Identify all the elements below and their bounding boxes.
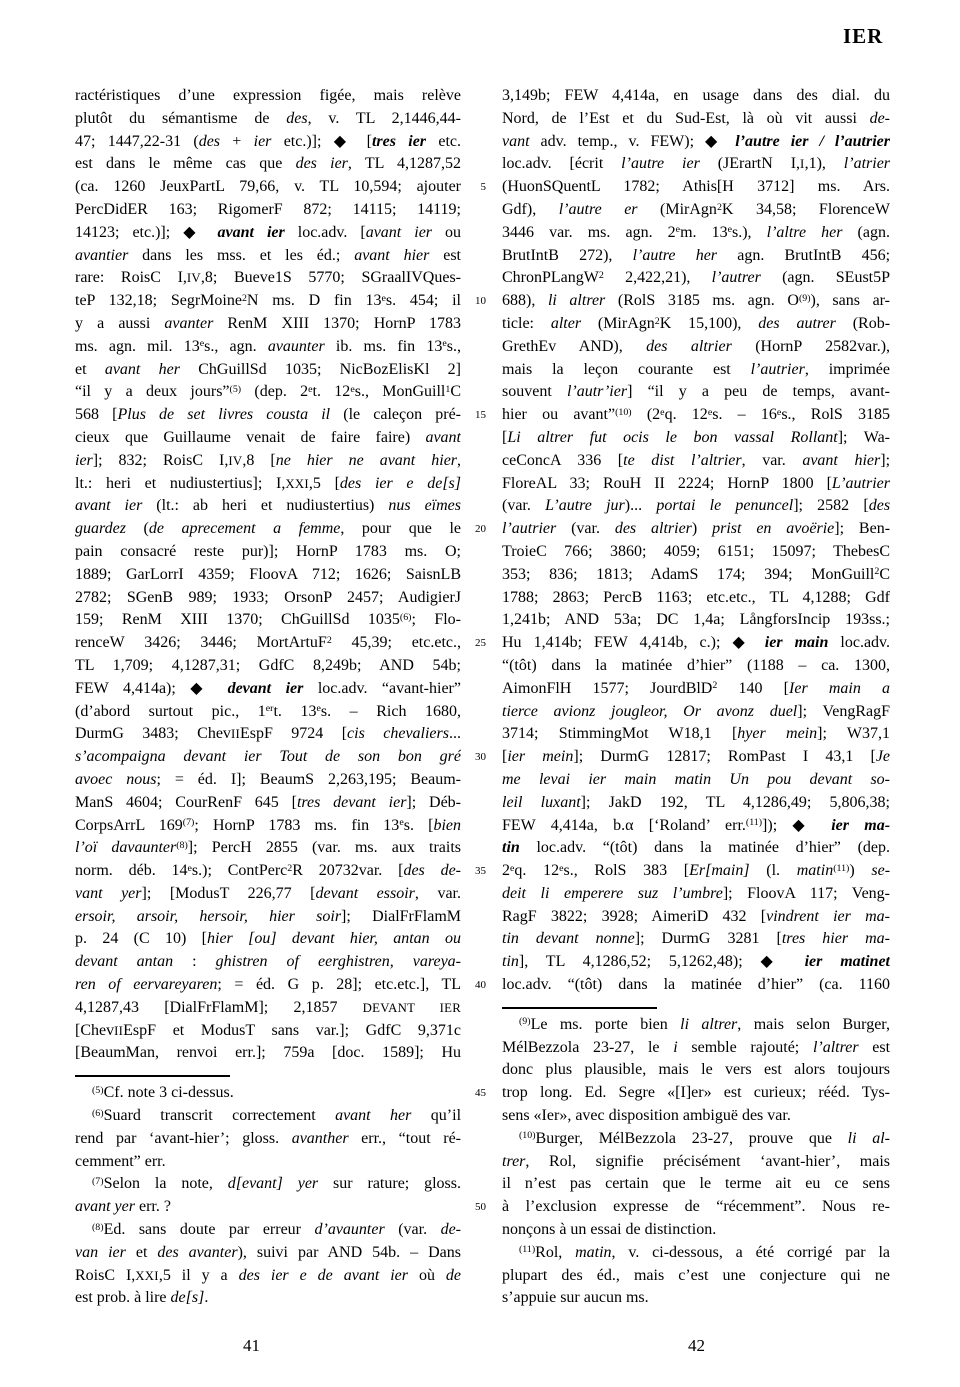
text-line: sens «Ier», avec disposition ambiguë des var. [502,1107,791,1125]
text-line: l’oï davaunter$^{(8)}$]; PercH 2855 (var. ms. aux traits [75,839,461,857]
text-line: $^{(8)}$Ed. sans doute par erreur d’avaunter (var. de- [92,1221,461,1239]
text-line: est prob. à lire de[s]. [75,1289,209,1307]
footnote [75,1082,461,1105]
text-line: [ier mein]; DurmG 12817; RomPast I 43,1 [Je [502,748,890,766]
text-line: tin], TL 4,1286,52; 5,1262,48); ◆ ier matinet [502,953,890,971]
text-line: RagF 3822; 3928; AimeriD 432 [vindrent ier ma- [502,907,890,925]
text-line: pain consacré reste pur)]; HornP 1783 ms. O; [75,542,461,560]
line-number: 25 [475,637,486,649]
text-line: cieux que Guillaume venait de faire faire) avant [75,428,461,446]
text-line: GrethEv AND), des altrier (HornP 2582var.), [502,337,890,355]
text-line: hier ou avant”$^{(10)}$ (2eq. 12es. – 16es., RolS 3185 [502,406,890,424]
text-line: est dans le même cas que des ier, TL 4,1287,52 [75,155,461,173]
text-line: ticle: alter (MirAgn$^2$K 15,100), des autrer (Rob- [502,314,890,332]
text-line: 159; RenM XIII 1370; ChGuillSd 1035$^{(6)}$; Flo- [75,611,461,629]
line-number: 45 [475,1087,486,1099]
text-line: donc plus plausible, mais le vers est alors toujours [502,1061,890,1079]
text-line: rend par ‘avant-hier’; gloss. avanther err., “tout ré- [75,1129,461,1147]
text-line: 3,149b; FEW 4,414a, en usage dans des dial. du [502,87,890,104]
text-line: “il y a deux jours”$^{(5)}$ (dep. 2et. 12es., MonGuill$^1$C [75,383,461,401]
text-line: 568 [Plus de set livres cousta il (le caleçon pré- [75,406,461,424]
text-line: renceW 3426; 3446; MortArtuF$^2$ 45,39; etc.etc., [75,634,461,652]
text-line: s’acompaigna devant ier Tout de son bon gré [75,748,461,766]
text-line: FloreAL 33; RouH II 2224; HornP 1800 [L’autrier [502,474,890,492]
text-line: 3446 var. ms. agn. 2em. 13es.), l’altre her (agn. [502,223,890,241]
text-line: (var. L’autre jur)... portai le penuncel]; 2582 [des [502,497,890,515]
text-line: cemment” err. [75,1152,166,1170]
text-line: lt.: heri et nudiustertius]; I,XXI,5 [des ier e de[s] [75,474,461,492]
text-line: ChronPLangW$^2$ 2,422,21), l’autrer (agn. SEust5P [502,269,890,287]
line-number: 35 [475,865,486,877]
text-line: deit li emperere suz l’umbre]; FloovA 117; Veng- [502,884,890,902]
text-line: ersoir, arsoir, hersoir, hier soir]; DialFrFlamM [75,907,461,925]
text-line: 2eq. 12es., RolS 383 [Er[main] (l. matin$^{(11)}$) se- [502,862,890,880]
entry-paragraph [502,85,890,997]
text-line: vant yer]; [ModusT 226,77 [devant essoir, var. [75,884,461,902]
left-column [75,85,461,1310]
text-line: PercDidER 163; RigomerF 872; 14115; 14119; [75,200,461,218]
text-line: 1788; 2863; PercB 1163; etc.etc., TL 4,1288; Gdf [502,588,890,606]
text-line: $^{(6)}$Suard transcrit correctement avant her qu’il [92,1107,461,1125]
text-line: CorpsArrL 169$^{(7)}$; HornP 1783 ms. fin 13es. [bien [75,816,461,834]
text-line: 353; 836; 1813; AdamS 174; 394; MonGuill$^2$C [502,565,890,583]
text-line: trop long. Ed. Segre «[I]er» est curieux; rééd. Tys- [502,1084,890,1102]
text-line: Hu 1,414b; FEW 4,414b, c.); ◆ ier main loc.adv. [502,634,890,652]
text-line: mais la leçon courante est l’autrier, imprimée [502,360,890,378]
footnote [75,1105,461,1173]
text-line: teP 132,18; SegrMoine$^2$N ms. D fin 13es. 454; il [75,292,461,310]
right-column [502,85,890,1310]
footnote-separator-rule [502,1007,657,1009]
text-line: TroieC 766; 3860; 4059; 6151; 15097; ThebesC [502,542,890,560]
text-line: [ChevIIEspF et ModusT sans var.]; GdfC 9,371c [75,1021,461,1039]
page-number-left: 41 [243,1336,260,1355]
text-line: il n’est pas certain que le terme ait eu ce sens [502,1175,890,1193]
line-number: 40 [475,979,486,991]
text-line: ractéristiques d’une expression figée, mais relève [75,87,461,104]
text-line: [BeaumMan, renvoi err.]; 759a [doc. 1589]; Hu [75,1044,461,1062]
text-line: DurmG 3483; ChevIIEspF 9724 [cis chevaliers... [75,725,461,743]
text-line: avant ier (lt.: ab heri et nudiustertius) nus eïmes [75,497,461,515]
text-line: 688), li altrer (RolS 3185 ms. agn. $O^{(9)}$), sans ar- [502,292,890,310]
text-line: tin loc.adv. “(tôt) dans la matinée d’hier” (dep. [502,839,890,857]
text-line: “(tôt) dans la matinée d’hier” (1188 – ca. 1300, [502,656,890,674]
text-line: Gdf), l’autre er (MirAgn$^2$K 34,58; FlorenceW [502,200,890,218]
text-line: 1,241b; AND 53a; DC 1,4a; LångforsIncip 193ss.; [502,611,890,629]
text-line: trer, Rol, signifie précisément ‘avant-hier’, mais [502,1152,890,1170]
text-line: souvent l’autr’ier] “il y a peu de temps, avant- [502,383,890,401]
text-line: norm. déb. 14es.); ContPerc$^2$R 20732var. [des de- [75,862,461,880]
text-line: ms. agn. mil. 13es., agn. avaunter ib. ms. fin 13es., [75,337,461,355]
text-line: s’appuie sur aucun ms. [502,1289,649,1307]
text-line: avantier dans les mss. et les éd.; avant hier est [75,246,461,264]
footnote-separator-rule [75,1075,230,1077]
line-number: 15 [475,409,486,421]
text-line: loc.adv. “(tôt) dans la matinée d’hier” (ca. 1160 [502,976,890,994]
text-line: rare: RoisC I,IV,8; Bueve1S 5770; SGraalIVQues- [75,269,461,287]
text-line: avant yer err. ? [75,1198,171,1216]
text-line: loc.adv. [écrit l’autre ier (JErartN I,I,1), l’atrier [502,155,890,173]
text-line: l’autrier (var. des altrier) prist en avoërie]; Ben- [502,520,890,538]
text-line: 47; 1447,22-31 (des + ier etc.)]; ◆ [tres ier etc. [75,132,461,150]
page-number-right: 42 [688,1336,705,1355]
text-line: $^{(11)}$Rol, matin, v. ci-dessous, a été corrigé par la [519,1243,890,1261]
text-line: me levai ier main matin Un pou devant so- [502,770,890,788]
text-line: leil luxant]; JakD 192, TL 4,1286,49; 5,806,38; [502,793,890,811]
text-line: vant adv. temp., v. FEW); ◆ l’autre ier / l’autrier [502,132,890,150]
footnote [502,1128,890,1242]
text-line: devant antan : ghistren of eerghistren, vareya- [75,953,461,971]
text-line: à l’exclusion expresse de “récemment”. Nous re- [502,1198,890,1216]
text-line: AimonFlH 1577; JourdBlD$^2$ 140 [Ier main a [502,679,890,697]
line-number: 30 [475,751,486,763]
text-line: ren of eervareyaren; = éd. G p. 28]; etc.etc.], TL [75,976,461,994]
text-line: MélBezzola 23-27, le i semble rajouté; l’altrer est [502,1038,890,1056]
text-line: 1889; GarLorrI 4359; FloovA 712; 1626; SaisnLB [75,565,461,583]
footnote [75,1219,461,1310]
text-line: $^{(7)}$Selon la note, d[evant] yer sur rature; gloss. [92,1175,461,1193]
text-line: (HuonSQuentL 1782; Athis[H 3712] ms. Ars. [502,178,890,196]
text-line: 4,1287,43 [DialFrFlamM]; 2,1857 DEVANT IER [75,998,461,1016]
line-number: 20 [475,523,486,535]
text-line: TL 1,709; 4,1287,31; GdfC 8,249b; AND 54b; [75,656,461,674]
text-line: plutôt du sémantisme de des, v. TL 2,1446,44- [75,109,461,127]
text-line: plupart des éd., mais c’est une conjecture qui ne [502,1266,890,1284]
text-line: van ier et des avanter), suivi par AND 54b. – Dans [75,1243,461,1261]
text-line: guardez (de aprecement a femme, pour que le [75,520,461,538]
entry-paragraph [75,85,461,1065]
text-line: y a aussi avanter RenM XIII 1370; HornP 1783 [75,314,461,332]
text-line: $^{(10)}$Burger, MélBezzola 23-27, prouve que li al- [519,1129,890,1147]
text-line: $^{(9)}$Le ms. porte bien li altrer, mais selon Burger, [519,1015,890,1033]
text-line: (d’abord surtout pic., 1ert. 13es. – Rich 1680, [75,702,461,720]
text-line: ier]; 832; RoisC I,IV,8 [ne hier ne avant hier, [75,451,461,469]
text-line: et avant her ChGuillSd 1035; NicBozElisKl 2] [75,360,461,378]
text-line: avoec nous; = éd. I]; BeaumS 2,263,195; Beaum- [75,770,461,788]
line-number: 10 [475,295,486,307]
line-number: 5 [480,181,486,193]
text-line: ManS 4604; CourRenF 645 [tres devant ier]; Déb- [75,793,461,811]
text-line: RoisC I,XXI,5 il y a des ier e de avant ier où de [75,1266,461,1284]
text-line: tierce avionz jougleor, Or avonz duel]; VengRagF [502,702,890,720]
text-line: nonçons à un essai de distinction. [502,1221,717,1239]
text-line: [Li altrer fut ocis le bon vassal Rollant]; Wa- [502,428,890,446]
footnote [502,1242,890,1310]
text-line: (ca. 1260 JeuxPartL 79,66, v. TL 10,594; ajouter [75,178,461,196]
line-number: 50 [475,1201,486,1213]
text-line: BrutIntB 272), l’autre her agn. BrutIntB 456; [502,246,890,264]
text-line: $^{(5)}$Cf. note 3 ci-dessus. [92,1084,234,1102]
text-line: p. 24 (C 10) [hier [ou] devant hier, antan ou [75,930,461,948]
text-line: 3714; StimmingMot W18,1 [hyer mein]; W37,1 [502,725,890,743]
text-line: FEW 4,414a, b.α [‘Roland’ err.$^{(11)}$]); ◆ ier ma- [502,816,890,834]
text-line: 14123; etc.)]; ◆ avant ier loc.adv. [avant ier ou [75,223,461,241]
text-line: Nord, de l’Est et du Sud-Est, là où vit aussi de- [502,109,890,127]
text-line: ceConcA 336 [te dist l’altrier, var. avant hier]; [502,451,890,469]
running-head: IER [843,24,884,48]
footnote [75,1173,461,1219]
text-line: tin devant nonne]; DurmG 3281 [tres hier ma- [502,930,890,948]
footnote [502,1014,890,1128]
text-line: FEW 4,414a); ◆ devant ier loc.adv. “avant-hier” [75,679,461,697]
text-line: 2782; SGenB 989; 1933; OrsonP 2457; AudigierJ [75,588,461,606]
